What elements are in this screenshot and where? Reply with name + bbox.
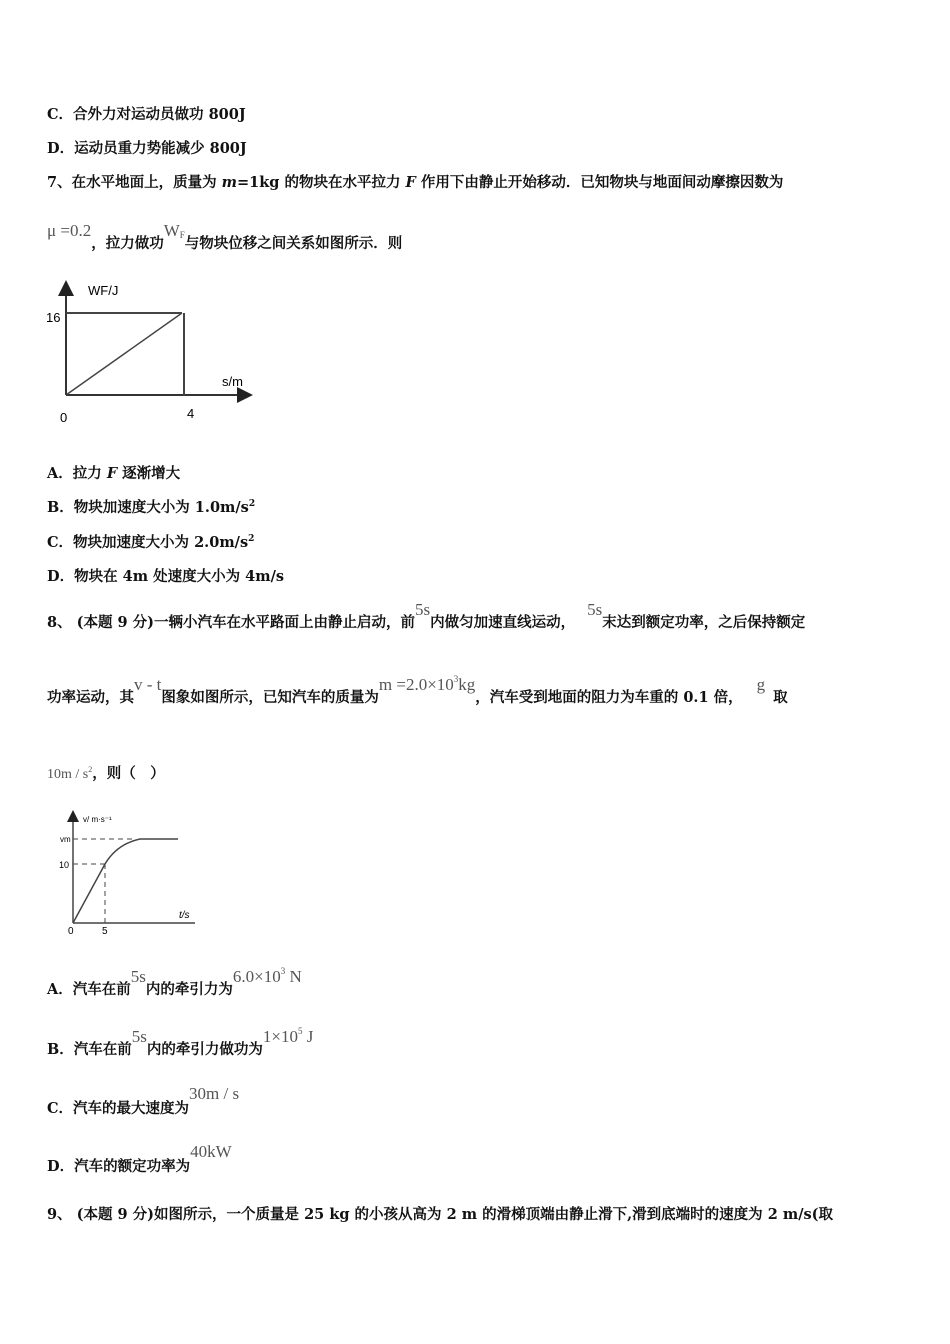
x-tick-4: 4 — [187, 406, 195, 421]
q7-option-d: D．物块在 4m 处速度大小为 4m/s — [47, 568, 285, 585]
work-line — [66, 313, 182, 395]
q8-option-d: D．汽车的额定功率为40kW — [47, 1142, 232, 1175]
q8-velocity-time-graph — [45, 808, 215, 938]
q7-stem-line2: μ =0.2，拉力做功$W_F$与物块位移之间关系如图所示．则 — [47, 221, 403, 252]
q6-option-c: C．合外力对运动员做功 800J — [47, 106, 246, 123]
origin-label: 0 — [68, 926, 74, 937]
x-label: s/m — [222, 374, 243, 389]
q6-option-d: D．运动员重力势能减少 800J — [47, 140, 247, 157]
q8-stem-line3: $10m / s^2$，则（ ） — [47, 765, 165, 782]
vm-label: vm — [60, 835, 71, 844]
q7-option-c: C．物块加速度大小为 $2.0m/s^2$ — [47, 534, 255, 551]
y-label: v/ m·s⁻¹ — [83, 815, 112, 824]
q7-option-b: B．物块加速度大小为 $1.0m/s^2$ — [47, 499, 256, 516]
y-tick-10: 10 — [59, 860, 70, 870]
velocity-curve — [73, 839, 178, 923]
q8-stem-line1: 8、 (本题 9 分)一辆小汽车在水平路面上由静止启动，前5s内做匀加速直线运动，5s末达到额定功率，之后保持额定 — [47, 600, 806, 631]
q7-stem-line1: 7、在水平地面上，质量为 m=1kg 的物块在水平拉力 F 作用下由静止开始移动．已知物块与地面间动摩擦因数为 — [47, 174, 784, 191]
y-label: WF/J — [88, 283, 119, 298]
y-tick-16: 16 — [46, 310, 61, 325]
x-label: t/s — [179, 910, 190, 921]
x-tick-5: 5 — [102, 926, 108, 937]
q8-option-c: C．汽车的最大速度为30m / s — [47, 1084, 240, 1117]
origin-label: 0 — [60, 410, 68, 425]
q8-option-a: A．汽车在前5s内的牵引力为$6.0\times 10^3$ N — [47, 966, 302, 998]
q7-option-a: A．拉力 F 逐渐增大 — [47, 465, 181, 482]
q8-option-b: B．汽车在前5s内的牵引力做功为$1\times 10^5$ J — [47, 1026, 314, 1058]
q9-stem: 9、 (本题 9 分)如图所示，一个质量是 25 kg 的小孩从高为 2 m 的滑梯顶端由静止滑下,滑到底端时的速度为 2 m/s(取 — [47, 1206, 834, 1223]
q8-stem-line2: 功率运动，其v - t图象如图所示，已知汽车的质量为$m =2.0\times 10^3kg$，汽车受到地面的阻力为车重的 0.1 倍，g取 — [47, 674, 788, 706]
q7-work-displacement-graph — [40, 280, 260, 430]
